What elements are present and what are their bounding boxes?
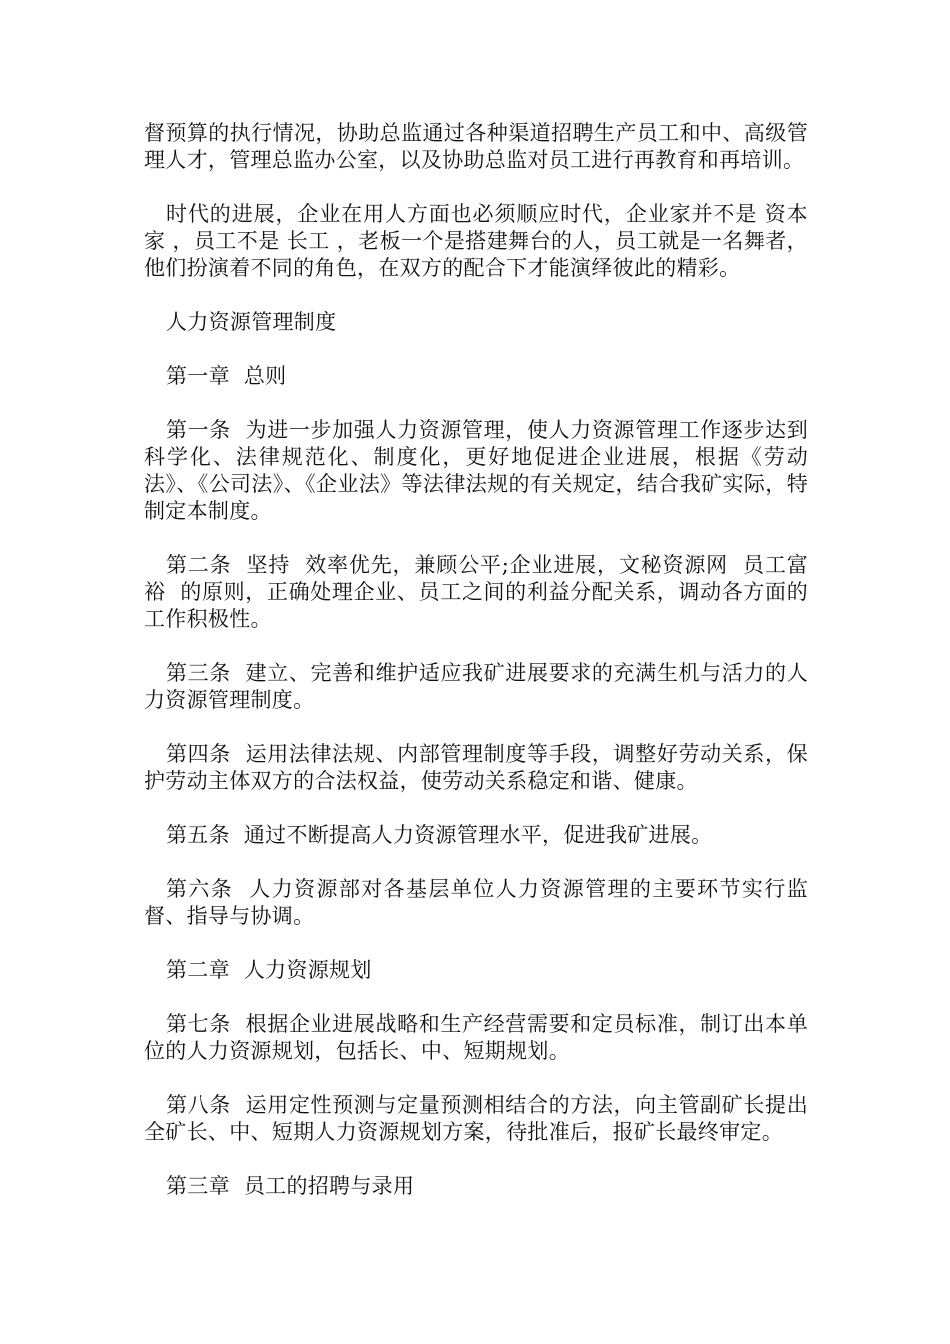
article-6: 第六条 人力资源部对各基层单位人力资源管理的主要环节实行监督、指导与协调。 [144,877,808,928]
paragraph-gap [144,390,808,417]
paragraph-gap [144,525,808,552]
paragraph-gap [144,930,808,957]
article-7: 第七条 根据企业进展战略和生产经营需要和定员标准，制订出本单位的人力资源规划，包括长、中、短期规划。 [144,1012,808,1063]
paragraph-gap [144,984,808,1011]
article-2: 第二条 坚持 效率优先，兼顾公平;企业进展，文秘资源网 员工富裕 的原则，正确处理企业、员工之间的利益分配关系，调动各方面的工作积极性。 [144,553,808,631]
chapter-heading-3: 第三章 员工的招聘与录用 [166,1174,415,1198]
paragraph-gap [144,336,808,363]
paragraph-gap [144,1146,808,1173]
paragraph-gap [144,1065,808,1092]
paragraph-gap [144,282,808,309]
paragraph-gap [144,174,808,201]
paragraph-budget-continuation: 督预算的执行情况，协助总监通过各种渠道招聘生产员工和中、高级管理人才，管理总监办公室，以及协助总监对员工进行再教育和再培训。 [144,121,808,172]
article-5: 第五条 通过不断提高人力资源管理水平，促进我矿进展。 [166,823,713,847]
paragraph-gap [144,714,808,741]
article-1: 第一条 为进一步加强人力资源管理，使人力资源管理工作逐步达到科学化、法律规范化、制度化，更好地促进企业进展，根据《劳动法》、《公司法》、《企业法》等法律法规的有关规定，结合我矿实际，特制定本制度。 [144,418,808,523]
document-page [144,120,808,1200]
section-title-hr-system: 人力资源管理制度 [166,310,337,334]
chapter-heading-1: 第一章 总则 [166,364,287,388]
paragraph-gap [144,633,808,660]
paragraph-gap [144,795,808,822]
paragraph-gap [144,849,808,876]
chapter-heading-2: 第二章 人力资源规划 [166,958,372,982]
paragraph-era-progress: 时代的进展，企业在用人方面也必须顺应时代，企业家并不是 资本家 ，员工不是 长工 ，老板一个是搭建舞台的人，员工就是一名舞者，他们扮演着不同的角色，在双方的配合下才能演绎彼此的精彩。 [144,202,808,280]
article-4: 第四条 运用法律法规、内部管理制度等手段，调整好劳动关系，保护劳动主体双方的合法权益，使劳动关系稳定和谐、健康。 [144,742,808,793]
article-3: 第三条 建立、完善和维护适应我矿进展要求的充满生机与活力的人力资源管理制度。 [144,661,808,712]
article-8: 第八条 运用定性预测与定量预测相结合的方法，向主管副矿长提出全矿长、中、短期人力资源规划方案，待批准后，报矿长最终审定。 [144,1093,808,1144]
